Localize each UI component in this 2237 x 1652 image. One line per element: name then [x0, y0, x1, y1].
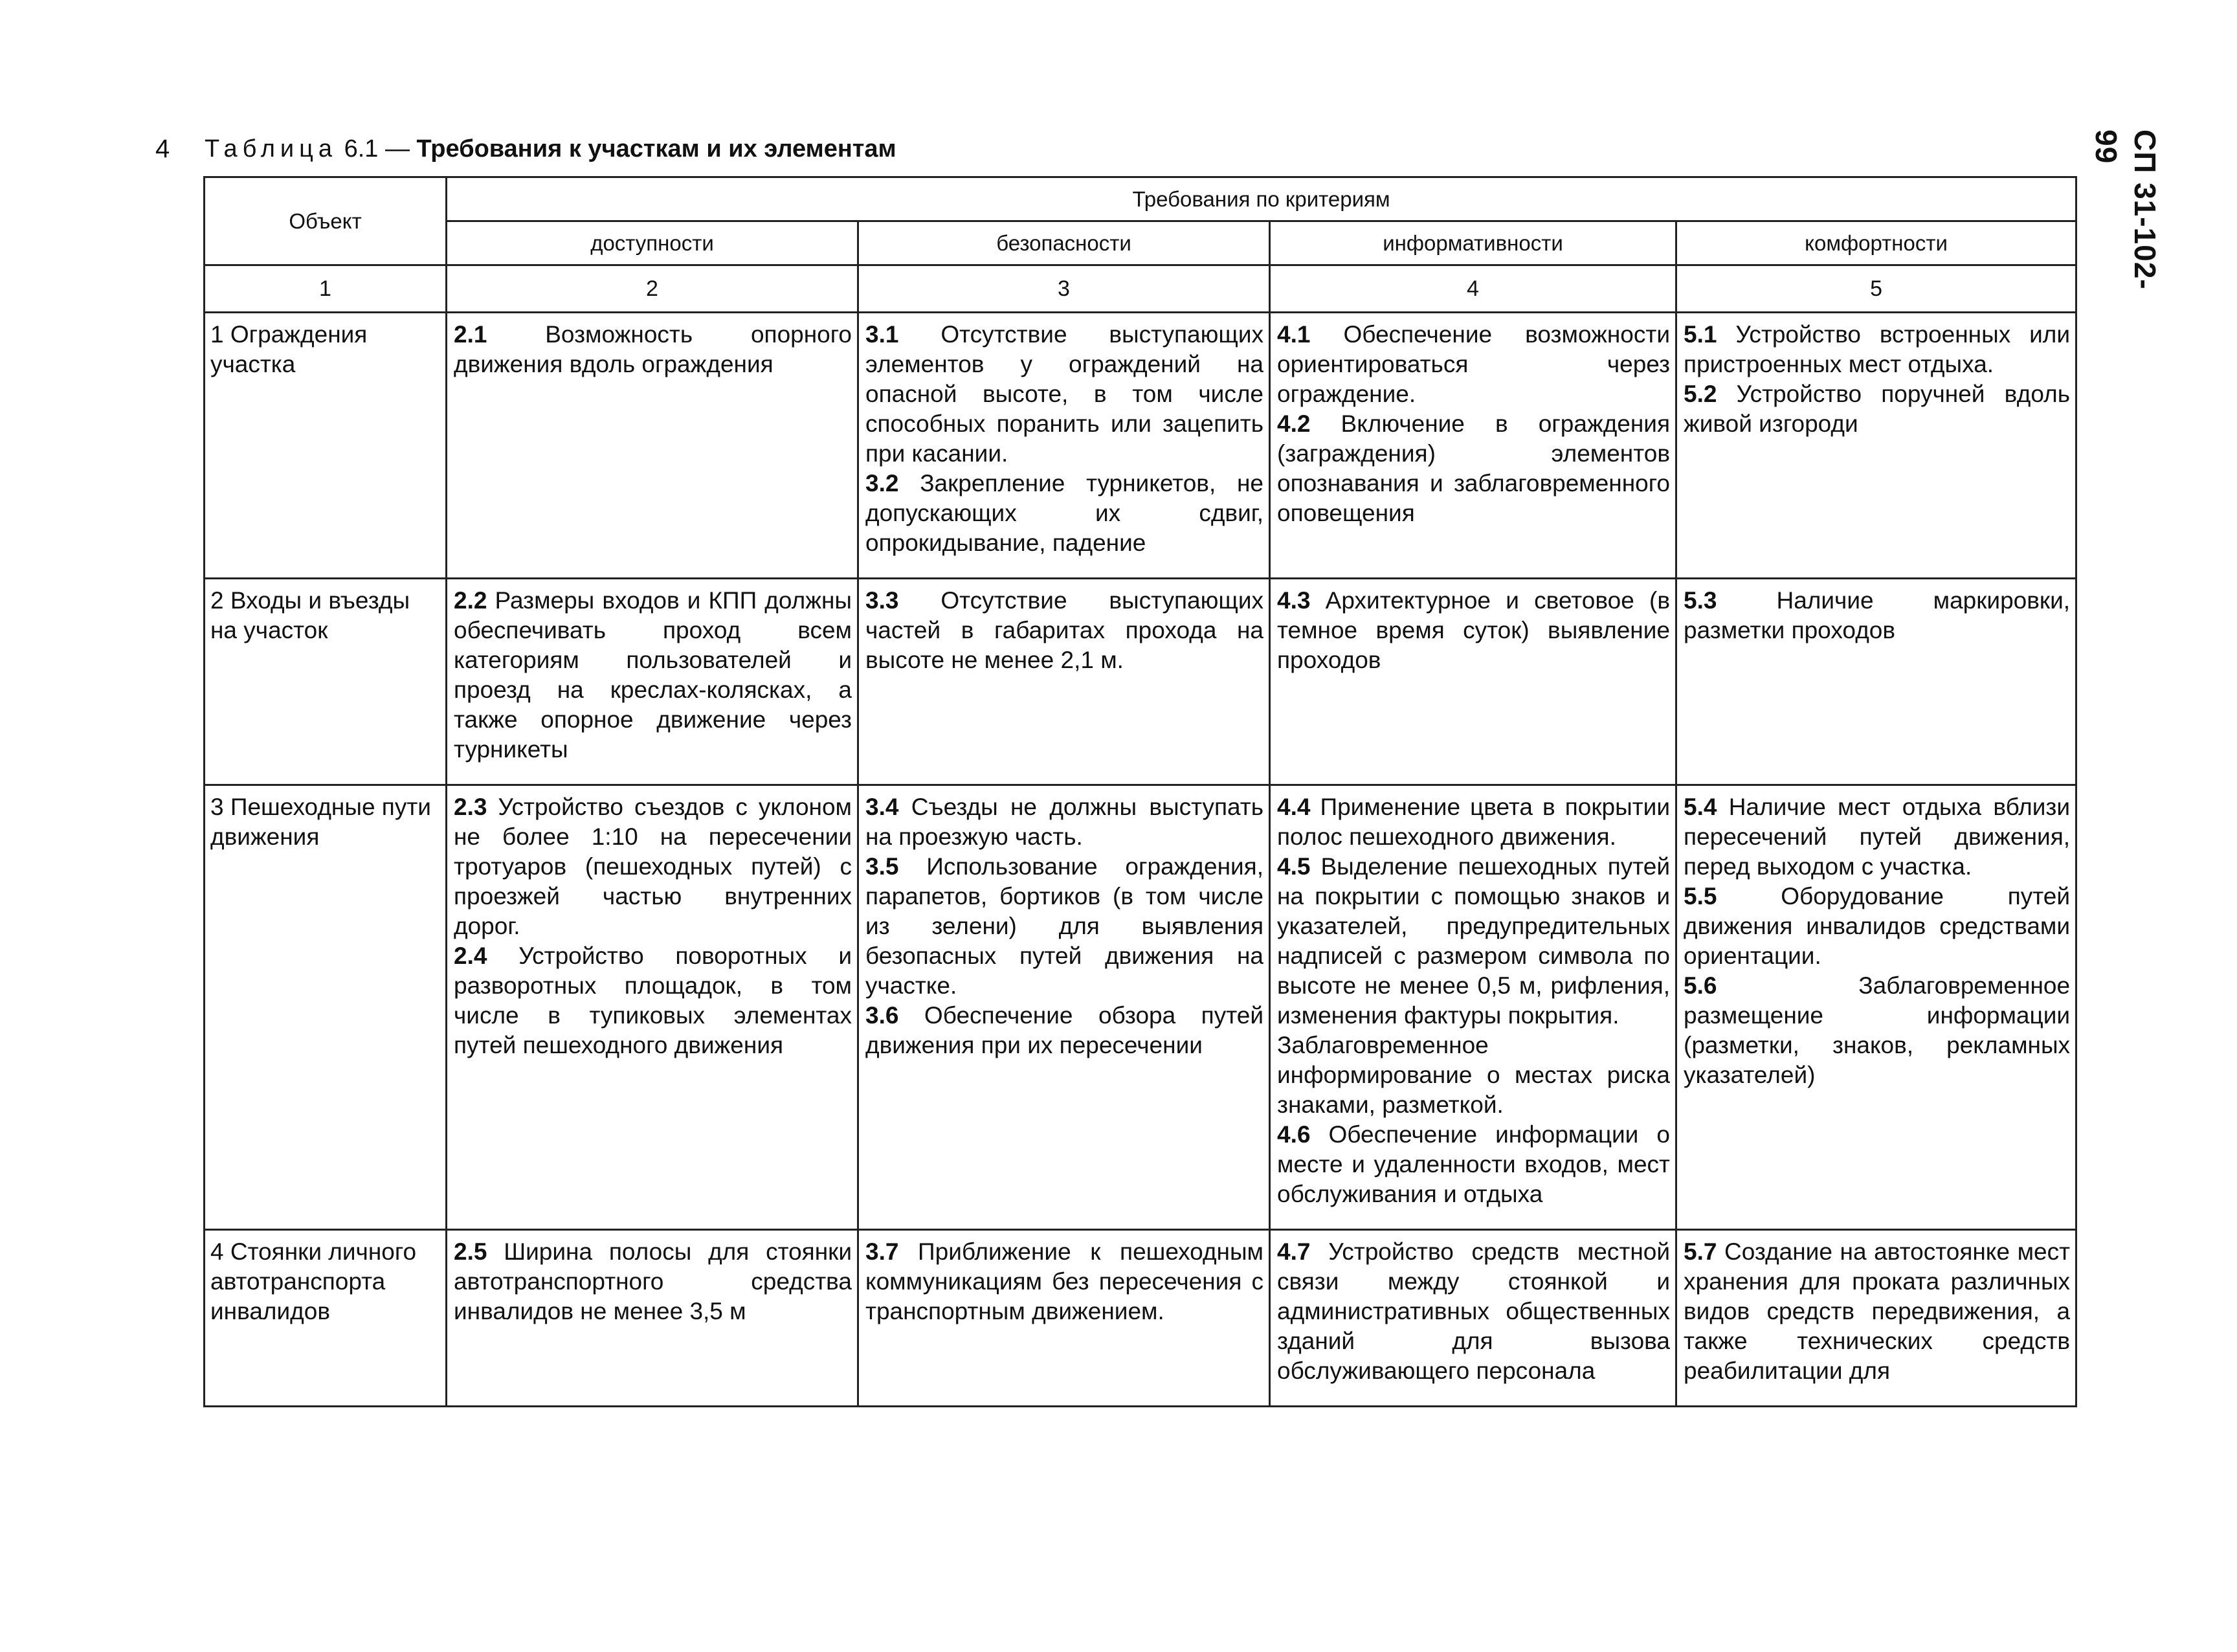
requirement-text: Устройство встроенных или пристроенных мест отдыха.	[1684, 321, 2071, 377]
requirement-cell	[858, 785, 1270, 1230]
requirement-number: 5.1	[1684, 321, 1717, 348]
requirement-cell	[1676, 1230, 2076, 1407]
requirement-number: 4.7	[1277, 1238, 1311, 1265]
requirement-item	[1277, 320, 1670, 409]
requirement-item	[865, 792, 1263, 852]
requirement-number: 3.7	[865, 1238, 899, 1265]
object-cell: 1 Ограждения участка	[205, 313, 447, 579]
requirement-item	[865, 852, 1263, 1001]
requirement-item	[865, 1237, 1263, 1326]
column-number: 3	[858, 265, 1270, 313]
requirement-number: 5.3	[1684, 587, 1717, 614]
requirement-number: 2.2	[454, 587, 487, 614]
requirement-cell	[447, 313, 858, 579]
requirement-number: 5.7	[1684, 1238, 1717, 1265]
requirement-cell	[447, 785, 858, 1230]
requirement-number: 4.6	[1277, 1121, 1311, 1148]
requirement-cell	[858, 579, 1270, 785]
requirement-number: 4.2	[1277, 410, 1311, 437]
requirement-number: 5.5	[1684, 883, 1717, 910]
requirement-text: Размеры входов и КПП должны обеспечивать проход всем категориям пользователей и проезд на креслах-колясках, а также опорное движение через турникеты	[454, 587, 852, 763]
requirement-number: 4.3	[1277, 587, 1311, 614]
requirement-cell	[1270, 785, 1676, 1230]
requirement-text: Создание на автостоянке мест хранения для проката различных видов средств передвижения, а также технических средств реабилитации для	[1684, 1238, 2071, 1384]
page-number: 4	[155, 135, 170, 163]
requirement-item	[865, 469, 1263, 558]
requirement-item	[1277, 586, 1670, 675]
requirement-item	[1684, 882, 2070, 971]
column-number: 1	[205, 265, 447, 313]
document-code: СП 31-102-99	[2089, 129, 2162, 290]
requirement-text: Применение цвета в покрытии полос пешеходного движения.	[1277, 794, 1670, 850]
table-row	[205, 313, 2076, 579]
column-number: 2	[447, 265, 858, 313]
requirement-item	[1277, 852, 1670, 1031]
requirement-text: Оборудование путей движения инвалидов средствами ориентации.	[1684, 883, 2071, 969]
requirement-number: 5.4	[1684, 794, 1717, 820]
requirement-item	[1684, 586, 2070, 645]
table-body	[205, 313, 2076, 1407]
requirement-item	[1684, 320, 2070, 379]
requirement-number: 3.3	[865, 587, 899, 614]
requirement-text: Заблаговременное информирование о местах риска знаками, разметкой.	[1277, 1032, 1670, 1118]
requirement-number: 3.5	[865, 853, 899, 880]
column-number: 5	[1676, 265, 2076, 313]
object-cell: 3 Пешеходные пути движения	[205, 785, 447, 1230]
requirement-number: 3.4	[865, 794, 899, 820]
requirement-cell	[1270, 1230, 1676, 1407]
requirement-text: Отсутствие выступающих частей в габаритах прохода на высоте не менее 2,1 м.	[865, 587, 1263, 673]
requirement-text: Устройство поворотных и разворотных площадок, в том числе в тупиковых элементах путей пешеходного движения	[454, 943, 852, 1058]
caption-title: Требования к участкам и их элементам	[416, 135, 896, 162]
table-caption	[205, 129, 896, 168]
requirement-text: Наличие мест отдыха вблизи пересечений путей движения, перед выходом с участка.	[1684, 794, 2071, 880]
requirement-cell	[1676, 313, 2076, 579]
requirement-item	[1684, 1237, 2070, 1386]
requirement-text: Заблаговременное размещение информации (разметки, знаков, рекламных указателей)	[1684, 972, 2071, 1088]
requirement-item	[1684, 379, 2070, 439]
criterion-comfort: комфортности	[1676, 221, 2076, 265]
requirement-text: Включение в ограждения (заграждения) элементов опознавания и заблаговременного оповещения	[1277, 410, 1670, 526]
requirement-text: Устройство поручней вдоль живой изгороди	[1684, 381, 2071, 437]
requirement-cell	[447, 1230, 858, 1407]
requirement-item	[865, 1001, 1263, 1060]
requirement-number: 2.5	[454, 1238, 487, 1265]
requirement-item	[1277, 792, 1670, 852]
caption-number: 6.1 —	[344, 135, 417, 162]
requirement-number: 3.1	[865, 321, 899, 348]
requirement-item	[1277, 1237, 1670, 1386]
requirement-text: Устройство средств местной связи между стоянкой и административных общественных зданий для вызова обслуживающего персонала	[1277, 1238, 1670, 1384]
object-header: Объект	[205, 177, 447, 265]
requirement-number: 4.4	[1277, 794, 1311, 820]
requirement-text: Возможность опорного движения вдоль ограждения	[454, 321, 852, 377]
requirement-item	[454, 941, 852, 1060]
requirement-number: 3.2	[865, 470, 899, 497]
requirement-cell	[447, 579, 858, 785]
criterion-safety: безопасности	[858, 221, 1270, 265]
requirement-number: 2.1	[454, 321, 487, 348]
criterion-informativeness: информативности	[1270, 221, 1676, 265]
requirement-item	[1684, 971, 2070, 1090]
requirement-text: Съезды не должны выступать на проезжую часть.	[865, 794, 1263, 850]
table-row	[205, 785, 2076, 1230]
requirement-text: Наличие маркировки, разметки проходов	[1684, 587, 2071, 643]
requirement-number: 2.3	[454, 794, 487, 820]
requirement-item	[454, 586, 852, 765]
requirement-text: Отсутствие выступающих элементов у ограждений на опасной высоте, в том числе способных поранить или зацепить при касании.	[865, 321, 1263, 467]
requirement-number: 3.6	[865, 1002, 899, 1029]
caption-prefix: Таблица	[205, 135, 337, 162]
requirement-text: Обеспечение обзора путей движения при их пересечении	[865, 1002, 1263, 1058]
table-row	[205, 579, 2076, 785]
requirement-cell	[1676, 579, 2076, 785]
table-row	[205, 1230, 2076, 1407]
requirement-text: Устройство съездов с уклоном не более 1:10 на пересечении тротуаров (пешеходных путей) с проезжей частью внутренних дорог.	[454, 794, 852, 939]
requirements-table	[203, 176, 2077, 1407]
requirement-item	[865, 320, 1263, 469]
requirement-text: Выделение пешеходных путей на покрытии с помощью знаков и указателей, предупредительных надписей с размером символа по высоте не менее 0,5 м, рифления, изменения фактуры покрытия.	[1277, 853, 1670, 1029]
requirement-item	[1277, 409, 1670, 528]
criterion-accessibility: доступности	[447, 221, 858, 265]
object-cell: 2 Входы и въезды на участок	[205, 579, 447, 785]
object-cell: 4 Стоянки личного автотранспорта инвалидов	[205, 1230, 447, 1407]
requirement-item	[1277, 1120, 1670, 1209]
requirement-number: 5.6	[1684, 972, 1717, 999]
column-number: 4	[1270, 265, 1676, 313]
requirement-cell	[1270, 579, 1676, 785]
requirement-cell	[1270, 313, 1676, 579]
requirement-cell	[1676, 785, 2076, 1230]
requirement-text: Закрепление турникетов, не допускающих их сдвиг, опрокидывание, падение	[865, 470, 1263, 556]
requirement-cell	[858, 1230, 1270, 1407]
criteria-header: Требования по критериям	[447, 177, 2076, 221]
requirement-number: 2.4	[454, 943, 487, 969]
requirement-item	[1277, 1031, 1670, 1120]
requirement-text: Использование ограждения, парапетов, бортиков (в том числе из зелени) для выявления безопасных путей движения на участке.	[865, 853, 1263, 999]
requirement-text: Приближение к пешеходным коммуникациям без пересечения с транспортным движением.	[865, 1238, 1263, 1324]
requirement-number: 4.1	[1277, 321, 1311, 348]
requirement-text: Ширина полосы для стоянки автотранспортного средства инвалидов не менее 3,5 м	[454, 1238, 852, 1324]
requirement-item	[454, 792, 852, 941]
requirement-number: 4.5	[1277, 853, 1311, 880]
requirement-cell	[858, 313, 1270, 579]
requirement-item	[1684, 792, 2070, 882]
requirement-text: Архитектурное и световое (в темное время суток) выявление проходов	[1277, 587, 1670, 673]
requirement-item	[865, 586, 1263, 675]
requirement-item	[454, 1237, 852, 1326]
requirement-text: Обеспечение возможности ориентироваться через ограждение.	[1277, 321, 1670, 407]
requirement-text: Обеспечение информации о месте и удаленности входов, мест обслуживания и отдыха	[1277, 1121, 1670, 1207]
requirement-item	[454, 320, 852, 379]
requirement-number: 5.2	[1684, 381, 1717, 407]
